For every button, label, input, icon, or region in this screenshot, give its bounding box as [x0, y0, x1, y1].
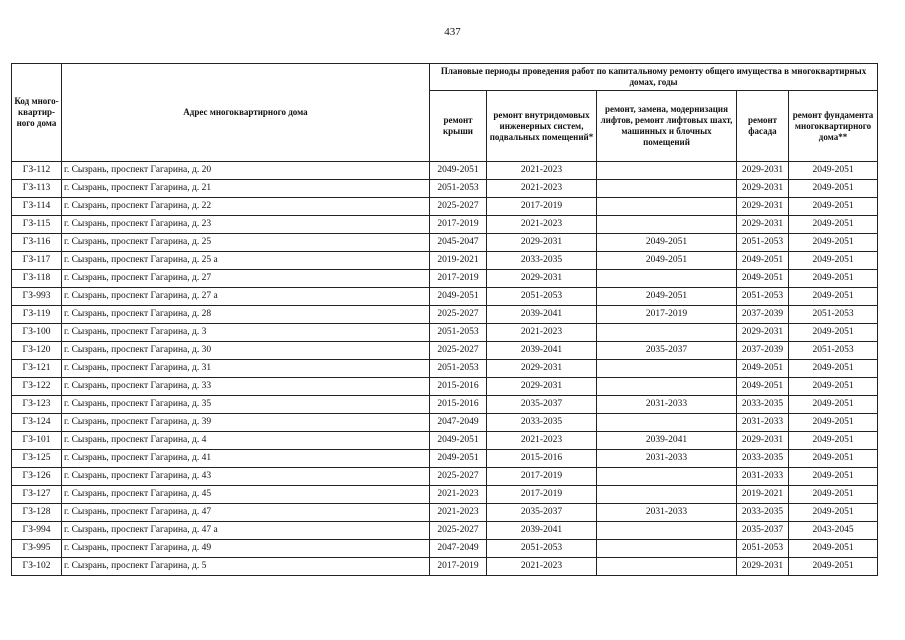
cell-internal-systems: 2017-2019: [487, 468, 597, 486]
cell-roof: 2025-2027: [430, 306, 487, 324]
cell-lifts: [597, 378, 737, 396]
cell-code: ГЗ-100: [12, 324, 62, 342]
cell-foundation: 2049-2051: [789, 234, 878, 252]
cell-roof: 2017-2019: [430, 270, 487, 288]
cell-foundation: 2051-2053: [789, 306, 878, 324]
cell-lifts: [597, 414, 737, 432]
cell-address: г. Сызрань, проспект Гагарина, д. 39: [62, 414, 430, 432]
cell-lifts: 2031-2033: [597, 504, 737, 522]
cell-lifts: 2039-2041: [597, 432, 737, 450]
header-foundation: ремонт фундамента многоквартирного дома**: [789, 91, 878, 162]
cell-address: г. Сызрань, проспект Гагарина, д. 31: [62, 360, 430, 378]
cell-roof: 2047-2049: [430, 540, 487, 558]
cell-roof: 2045-2047: [430, 234, 487, 252]
cell-code: ГЗ-124: [12, 414, 62, 432]
cell-code: ГЗ-118: [12, 270, 62, 288]
cell-facade: 2037-2039: [737, 342, 789, 360]
cell-facade: 2035-2037: [737, 522, 789, 540]
cell-internal-systems: 2017-2019: [487, 198, 597, 216]
cell-internal-systems: 2039-2041: [487, 306, 597, 324]
table-row: [12, 216, 878, 234]
cell-foundation: 2049-2051: [789, 270, 878, 288]
cell-internal-systems: 2021-2023: [487, 216, 597, 234]
cell-address: г. Сызрань, проспект Гагарина, д. 20: [62, 162, 430, 180]
cell-code: ГЗ-119: [12, 306, 62, 324]
table-header: [12, 64, 878, 162]
header-internal-systems: ремонт внутридомовых инженерных систем, подвальных помещений*: [487, 91, 597, 162]
cell-address: г. Сызрань, проспект Гагарина, д. 27: [62, 270, 430, 288]
cell-facade: 2029-2031: [737, 180, 789, 198]
cell-address: г. Сызрань, проспект Гагарина, д. 47 а: [62, 522, 430, 540]
cell-code: ГЗ-993: [12, 288, 62, 306]
table-row: [12, 306, 878, 324]
cell-roof: 2049-2051: [430, 450, 487, 468]
cell-code: ГЗ-115: [12, 216, 62, 234]
cell-facade: 2033-2035: [737, 396, 789, 414]
cell-code: ГЗ-995: [12, 540, 62, 558]
cell-facade: 2033-2035: [737, 504, 789, 522]
cell-facade: 2029-2031: [737, 162, 789, 180]
table-row: [12, 288, 878, 306]
cell-roof: 2025-2027: [430, 342, 487, 360]
cell-facade: 2019-2021: [737, 486, 789, 504]
cell-foundation: 2043-2045: [789, 522, 878, 540]
cell-address: г. Сызрань, проспект Гагарина, д. 30: [62, 342, 430, 360]
cell-address: г. Сызрань, проспект Гагарина, д. 28: [62, 306, 430, 324]
table-row: [12, 360, 878, 378]
cell-address: г. Сызрань, проспект Гагарина, д. 27 а: [62, 288, 430, 306]
cell-roof: 2051-2053: [430, 324, 487, 342]
cell-foundation: 2049-2051: [789, 396, 878, 414]
cell-foundation: 2049-2051: [789, 414, 878, 432]
cell-roof: 2049-2051: [430, 288, 487, 306]
cell-internal-systems: 2015-2016: [487, 450, 597, 468]
cell-internal-systems: 2021-2023: [487, 162, 597, 180]
cell-foundation: 2049-2051: [789, 432, 878, 450]
cell-address: г. Сызрань, проспект Гагарина, д. 5: [62, 558, 430, 576]
table-row: [12, 540, 878, 558]
cell-facade: 2051-2053: [737, 288, 789, 306]
cell-code: ГЗ-112: [12, 162, 62, 180]
cell-code: ГЗ-128: [12, 504, 62, 522]
table-row: [12, 234, 878, 252]
cell-internal-systems: 2039-2041: [487, 522, 597, 540]
cell-address: г. Сызрань, проспект Гагарина, д. 43: [62, 468, 430, 486]
cell-foundation: 2049-2051: [789, 450, 878, 468]
cell-code: ГЗ-126: [12, 468, 62, 486]
cell-lifts: 2017-2019: [597, 306, 737, 324]
cell-roof: 2017-2019: [430, 216, 487, 234]
table-row: [12, 180, 878, 198]
cell-facade: 2051-2053: [737, 540, 789, 558]
cell-roof: 2017-2019: [430, 558, 487, 576]
cell-code: ГЗ-114: [12, 198, 62, 216]
table-row: [12, 324, 878, 342]
cell-foundation: 2049-2051: [789, 180, 878, 198]
cell-lifts: [597, 216, 737, 234]
cell-code: ГЗ-121: [12, 360, 62, 378]
cell-internal-systems: 2029-2031: [487, 270, 597, 288]
cell-roof: 2025-2027: [430, 522, 487, 540]
cell-facade: 2029-2031: [737, 324, 789, 342]
cell-facade: 2031-2033: [737, 468, 789, 486]
cell-lifts: [597, 162, 737, 180]
cell-lifts: [597, 540, 737, 558]
cell-internal-systems: 2035-2037: [487, 504, 597, 522]
cell-facade: 2037-2039: [737, 306, 789, 324]
cell-address: г. Сызрань, проспект Гагарина, д. 47: [62, 504, 430, 522]
capital-repair-table: [11, 63, 878, 576]
cell-internal-systems: 2021-2023: [487, 432, 597, 450]
cell-internal-systems: 2021-2023: [487, 558, 597, 576]
cell-lifts: [597, 522, 737, 540]
cell-lifts: 2049-2051: [597, 288, 737, 306]
table-row: [12, 468, 878, 486]
cell-foundation: 2049-2051: [789, 558, 878, 576]
header-lifts: ремонт, замена, модернизация лифтов, ремонт лифтовых шахт, машинных и блочных помещений: [597, 91, 737, 162]
cell-lifts: [597, 324, 737, 342]
cell-roof: 2025-2027: [430, 198, 487, 216]
cell-foundation: 2049-2051: [789, 162, 878, 180]
table-row: [12, 396, 878, 414]
table-row: [12, 432, 878, 450]
cell-address: г. Сызрань, проспект Гагарина, д. 33: [62, 378, 430, 396]
cell-lifts: [597, 486, 737, 504]
cell-code: ГЗ-102: [12, 558, 62, 576]
cell-foundation: 2049-2051: [789, 288, 878, 306]
cell-foundation: 2049-2051: [789, 486, 878, 504]
cell-roof: 2021-2023: [430, 486, 487, 504]
cell-internal-systems: 2051-2053: [487, 540, 597, 558]
cell-roof: 2051-2053: [430, 360, 487, 378]
cell-lifts: [597, 468, 737, 486]
table-row: [12, 414, 878, 432]
cell-internal-systems: 2017-2019: [487, 486, 597, 504]
cell-facade: 2049-2051: [737, 252, 789, 270]
cell-foundation: 2049-2051: [789, 468, 878, 486]
table-row: [12, 342, 878, 360]
cell-foundation: 2049-2051: [789, 216, 878, 234]
header-facade: ремонт фасада: [737, 91, 789, 162]
cell-foundation: 2049-2051: [789, 378, 878, 396]
cell-foundation: 2049-2051: [789, 540, 878, 558]
cell-lifts: [597, 360, 737, 378]
cell-lifts: [597, 198, 737, 216]
table-row: [12, 198, 878, 216]
header-address: Адрес многоквартирного дома: [62, 64, 430, 162]
cell-internal-systems: 2021-2023: [487, 324, 597, 342]
table-row: [12, 270, 878, 288]
cell-roof: 2047-2049: [430, 414, 487, 432]
cell-roof: 2015-2016: [430, 378, 487, 396]
cell-code: ГЗ-101: [12, 432, 62, 450]
table-row: [12, 486, 878, 504]
cell-code: ГЗ-116: [12, 234, 62, 252]
cell-internal-systems: 2039-2041: [487, 342, 597, 360]
cell-lifts: [597, 180, 737, 198]
cell-foundation: 2049-2051: [789, 324, 878, 342]
cell-code: ГЗ-125: [12, 450, 62, 468]
cell-internal-systems: 2029-2031: [487, 234, 597, 252]
cell-roof: 2021-2023: [430, 504, 487, 522]
cell-internal-systems: 2021-2023: [487, 180, 597, 198]
cell-foundation: 2049-2051: [789, 504, 878, 522]
cell-foundation: 2049-2051: [789, 252, 878, 270]
cell-facade: 2029-2031: [737, 558, 789, 576]
header-roof: ремонт крыши: [430, 91, 487, 162]
table-row: [12, 162, 878, 180]
page-number: 437: [444, 26, 461, 38]
cell-address: г. Сызрань, проспект Гагарина, д. 35: [62, 396, 430, 414]
cell-code: ГЗ-127: [12, 486, 62, 504]
cell-code: ГЗ-113: [12, 180, 62, 198]
cell-lifts: 2049-2051: [597, 252, 737, 270]
cell-internal-systems: 2051-2053: [487, 288, 597, 306]
cell-address: г. Сызрань, проспект Гагарина, д. 21: [62, 180, 430, 198]
table-row: [12, 378, 878, 396]
cell-address: г. Сызрань, проспект Гагарина, д. 25 а: [62, 252, 430, 270]
cell-internal-systems: 2029-2031: [487, 378, 597, 396]
header-code: Код много-квартир-ного дома: [12, 64, 62, 162]
cell-roof: 2049-2051: [430, 432, 487, 450]
cell-address: г. Сызрань, проспект Гагарина, д. 3: [62, 324, 430, 342]
cell-lifts: [597, 558, 737, 576]
cell-address: г. Сызрань, проспект Гагарина, д. 23: [62, 216, 430, 234]
cell-foundation: 2049-2051: [789, 360, 878, 378]
table-row: [12, 504, 878, 522]
cell-address: г. Сызрань, проспект Гагарина, д. 45: [62, 486, 430, 504]
cell-code: ГЗ-122: [12, 378, 62, 396]
cell-roof: 2049-2051: [430, 162, 487, 180]
cell-facade: 2049-2051: [737, 270, 789, 288]
cell-foundation: 2049-2051: [789, 198, 878, 216]
cell-roof: 2019-2021: [430, 252, 487, 270]
cell-address: г. Сызрань, проспект Гагарина, д. 4: [62, 432, 430, 450]
cell-lifts: 2031-2033: [597, 396, 737, 414]
table-row: [12, 522, 878, 540]
cell-facade: 2029-2031: [737, 198, 789, 216]
cell-roof: 2051-2053: [430, 180, 487, 198]
cell-facade: 2033-2035: [737, 450, 789, 468]
table-body: [12, 162, 878, 576]
cell-facade: 2029-2031: [737, 432, 789, 450]
table-row: [12, 450, 878, 468]
cell-lifts: 2031-2033: [597, 450, 737, 468]
cell-roof: 2015-2016: [430, 396, 487, 414]
cell-address: г. Сызрань, проспект Гагарина, д. 41: [62, 450, 430, 468]
cell-lifts: 2035-2037: [597, 342, 737, 360]
cell-lifts: 2049-2051: [597, 234, 737, 252]
cell-address: г. Сызрань, проспект Гагарина, д. 22: [62, 198, 430, 216]
cell-address: г. Сызрань, проспект Гагарина, д. 49: [62, 540, 430, 558]
cell-facade: 2029-2031: [737, 216, 789, 234]
cell-facade: 2049-2051: [737, 378, 789, 396]
table-row: [12, 252, 878, 270]
cell-internal-systems: 2033-2035: [487, 414, 597, 432]
cell-address: г. Сызрань, проспект Гагарина, д. 25: [62, 234, 430, 252]
cell-internal-systems: 2033-2035: [487, 252, 597, 270]
cell-roof: 2025-2027: [430, 468, 487, 486]
cell-code: ГЗ-123: [12, 396, 62, 414]
cell-facade: 2031-2033: [737, 414, 789, 432]
cell-internal-systems: 2035-2037: [487, 396, 597, 414]
cell-code: ГЗ-994: [12, 522, 62, 540]
cell-code: ГЗ-120: [12, 342, 62, 360]
cell-facade: 2049-2051: [737, 360, 789, 378]
cell-lifts: [597, 270, 737, 288]
cell-internal-systems: 2029-2031: [487, 360, 597, 378]
cell-facade: 2051-2053: [737, 234, 789, 252]
header-periods-group: Плановые периоды проведения работ по капитальному ремонту общего имущества в многоквартирных домах, годы: [430, 64, 878, 91]
cell-foundation: 2051-2053: [789, 342, 878, 360]
cell-code: ГЗ-117: [12, 252, 62, 270]
table-row: [12, 558, 878, 576]
